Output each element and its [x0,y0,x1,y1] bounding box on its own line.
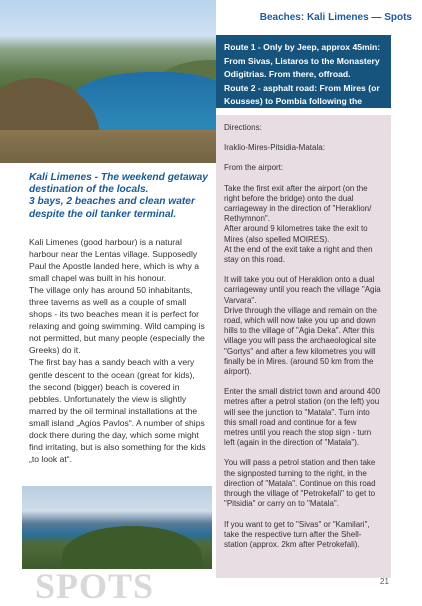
bay-photo [0,0,216,163]
directions-panel [216,115,391,578]
directions-step: It will take you out of Heraklion onto a dual carriageway until you reach the village "Agia Varvara". Drive through the village and remain on the road, which will now take you up and down hills to the village of "Agia Deka". After this village you will pass the archaeological site "Gortys" and after a few kilometres you will finally be in Mires. (around 50 km from the airport). [224,275,381,377]
directions-step: Enter the small district town and around 400 metres after a petrol station (on the left) you will see the junction to "Matala". Turn into this small road and continue for a few metres until you reach the stop sign - turn left (again in the direction of "Matala"). [224,387,381,448]
route-2: Route 2 - asphalt road: From Mires (or Kousses) to Pombia following the [224,82,380,107]
body-text [29,236,209,465]
body-paragraph: Kali Limenes (good harbour) is a natural harbour near the Lentas village. Supposedly Paul the Apostle landed here, which is why a small chapel was built in his honour. [29,237,200,284]
directions-route: Iraklio-Mires-Pitsidia-Matala: [224,143,325,153]
page-number: 21 [380,577,389,586]
directions-title: Directions: [224,123,262,132]
directions-step: You will pass a petrol station and then take the signposted turning to the right, in the direction of "Matala". Continue on this road through the village of "Petrokefali" to get to "Pitsidia" or carry on to "Matala". [224,458,376,509]
route-box [216,35,391,108]
coast-photo [22,486,212,569]
spots-watermark: SPOTS [35,566,155,606]
route-1: Route 1 - Only by Jeep, approx 45min: From Sivas, Listaros to the Monastery Odigitrias. From there, offroad. [224,42,381,80]
directions-step: Take the first exit after the airport (on the right before the bridge) onto the dual carriageway in the direction of "Heraklion/ Rethymnon". After around 9 kilometres take the exit to Mires (also spelled MOIRES). At the end of the exit take a right and then stay on this road. [224,183,373,265]
intro-text: Kali Limenes - The weekend getaway destination of the locals. 3 bays, 2 beaches and clean water despite the oil tanker terminal. [29,172,208,220]
directions-from: From the airport: [224,163,284,173]
body-paragraph: The village only has around 50 inhabitants, three taverns as well as a couple of small shops - its two beaches mean it is perfect for relaxing and going swimming. Wild camping is not permitted, but many people (especially the Greeks) do it. [29,285,205,356]
directions-step: If you want to get to "Sivas" or "Kamilari", take the respective turn after the Shell-station (approx. 2km after Petrokefali). [224,519,370,549]
body-paragraph: The first bay has a sandy beach with a very gentle descent to the ocean (great for kids), the second (bigger) beach is covered in pebbles. Unfortunately the view is slightly marred by the oil terminal installations at the small island „Agios Pavlos“. A number of ships dock there during the day, which some might find irritating, but is also something for the kids „to look at“. [29,357,206,464]
page-header: Beaches: Kali Limenes — Spots [259,12,412,23]
intro-heading [29,172,209,221]
